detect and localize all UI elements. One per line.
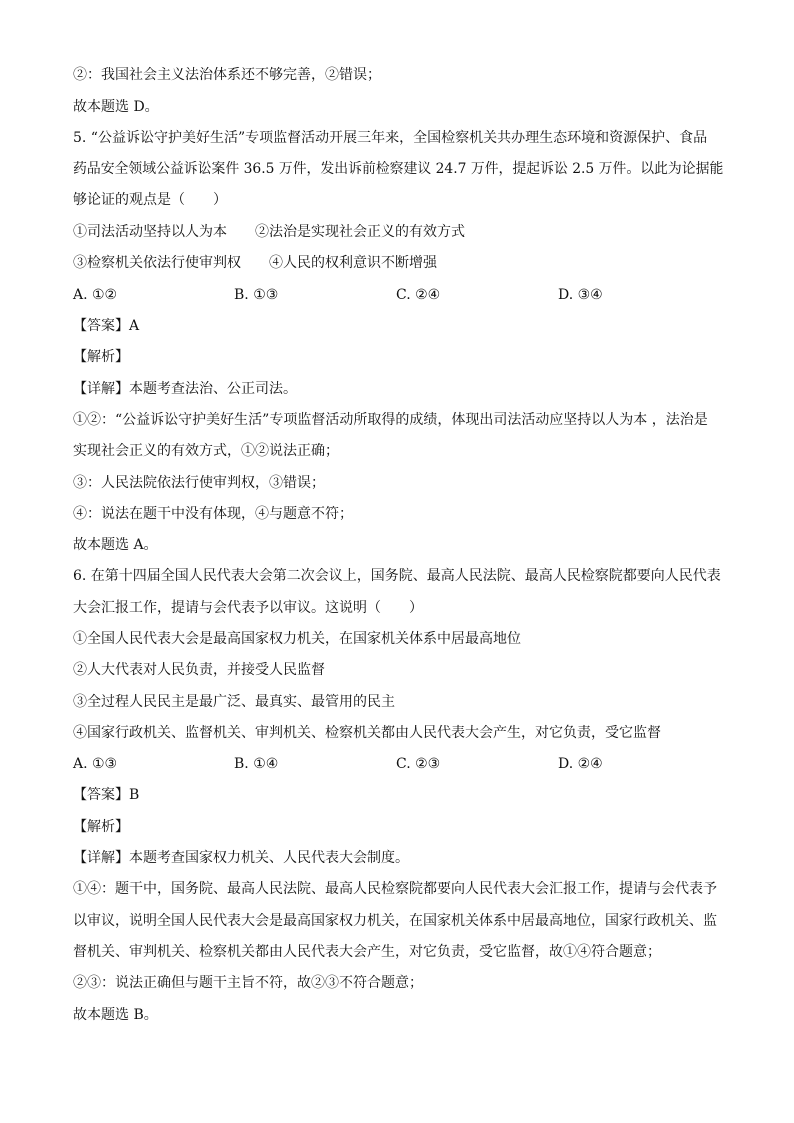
q5-explanation-line-2: 实现社会正义的有效方式，①②说法正确； (73, 443, 339, 459)
q6-answer: 【答案】B (73, 787, 140, 803)
q6-choice-4: ④国家行政机关、监督机关、审判机关、检察机关都由人民代表大会产生，对它负责，受它监督 (73, 725, 661, 741)
q5-option-b: B. ①③ (234, 287, 279, 303)
q5-choices-line-1: ①司法活动坚持以人为本 ②法治是实现社会正义的有效方式 (73, 224, 465, 240)
q5-choices-line-2: ③检察机关依法行使审判权 ④人民的权利意识不断增强 (73, 255, 437, 271)
q6-option-c: C. ②③ (396, 756, 441, 772)
q5-option-c: C. ②④ (396, 287, 441, 303)
q6-choice-1: ①全国人民代表大会是最高国家权力机关，在国家机关体系中居最高地位 (73, 631, 521, 647)
q6-stem-line-2: 大会汇报工作，提请与会代表予以审议。这说明（ ） (73, 600, 423, 616)
q6-option-b: B. ①④ (234, 756, 279, 772)
q6-option-d: D. ②④ (558, 756, 603, 772)
q6-conclusion: 故本题选 B。 (73, 1007, 158, 1023)
q5-answer: 【答案】A (73, 318, 140, 334)
q6-explanation-line-2: 以审议，说明全国人民代表大会是最高国家权力机关，在国家机关体系中居最高地位，国家行政机关、监 (73, 913, 717, 929)
q5-explanation-line-3: ③：人民法院依法行使审判权，③错误； (73, 475, 325, 491)
q6-explanation-line-1: ①④：题干中，国务院、最高人民法院、最高人民检察院都要向人民代表大会汇报工作，提请与会代表予 (73, 881, 717, 897)
q6-choice-3: ③全过程人民民主是最广泛、最真实、最管用的民主 (73, 694, 395, 710)
q5-analysis-label: 【解析】 (73, 349, 129, 365)
q6-option-a: A. ①③ (73, 756, 118, 772)
q6-choice-2: ②人大代表对人民负责，并接受人民监督 (73, 662, 325, 678)
q5-option-d: D. ③④ (558, 287, 603, 303)
q5-explanation-line-1: ①②：“公益诉讼守护美好生活”专项监督活动所取得的成绩，体现出司法活动应坚持以人为本 ，法治是 (73, 412, 708, 428)
q5-option-a: A. ①② (73, 287, 118, 303)
q6-detail: 【详解】本题考查国家权力机关、人民代表大会制度。 (73, 850, 409, 866)
q6-stem-line-1: 6. 在第十四届全国人民代表大会第二次会议上，国务院、最高人民法院、最高人民检察院都要向人民代表 (73, 568, 721, 584)
q6-explanation-line-3: 督机关、审判机关、检察机关都由人民代表大会产生，对它负责，受它监督，故①④符合题意； (73, 944, 661, 960)
q5-stem-line-3: 够论证的观点是（ ） (73, 192, 227, 208)
q5-detail: 【详解】本题考查法治、公正司法。 (73, 381, 297, 397)
q6-explanation-line-4: ②③：说法正确但与题干主旨不符，故②③不符合题意； (73, 975, 423, 991)
q5-conclusion: 故本题选 A。 (73, 537, 158, 553)
q5-stem-line-1: 5. “公益诉讼守护美好生活”专项监督活动开展三年来，全国检察机关共办理生态环境和资源保护、食品 (73, 130, 708, 146)
q5-explanation-line-4: ④：说法在题干中没有体现，④与题意不符； (73, 506, 353, 522)
q5-stem-line-2: 药品安全领域公益诉讼案件 36.5 万件，发出诉前检察建议 24.7 万件，提起诉讼 2.5 万件。以此为论据能 (73, 161, 724, 177)
q4-explanation-line: ②：我国社会主义法治体系还不够完善，②错误； (73, 67, 381, 83)
q4-conclusion: 故本题选 D。 (73, 99, 159, 115)
q6-analysis-label: 【解析】 (73, 819, 129, 835)
